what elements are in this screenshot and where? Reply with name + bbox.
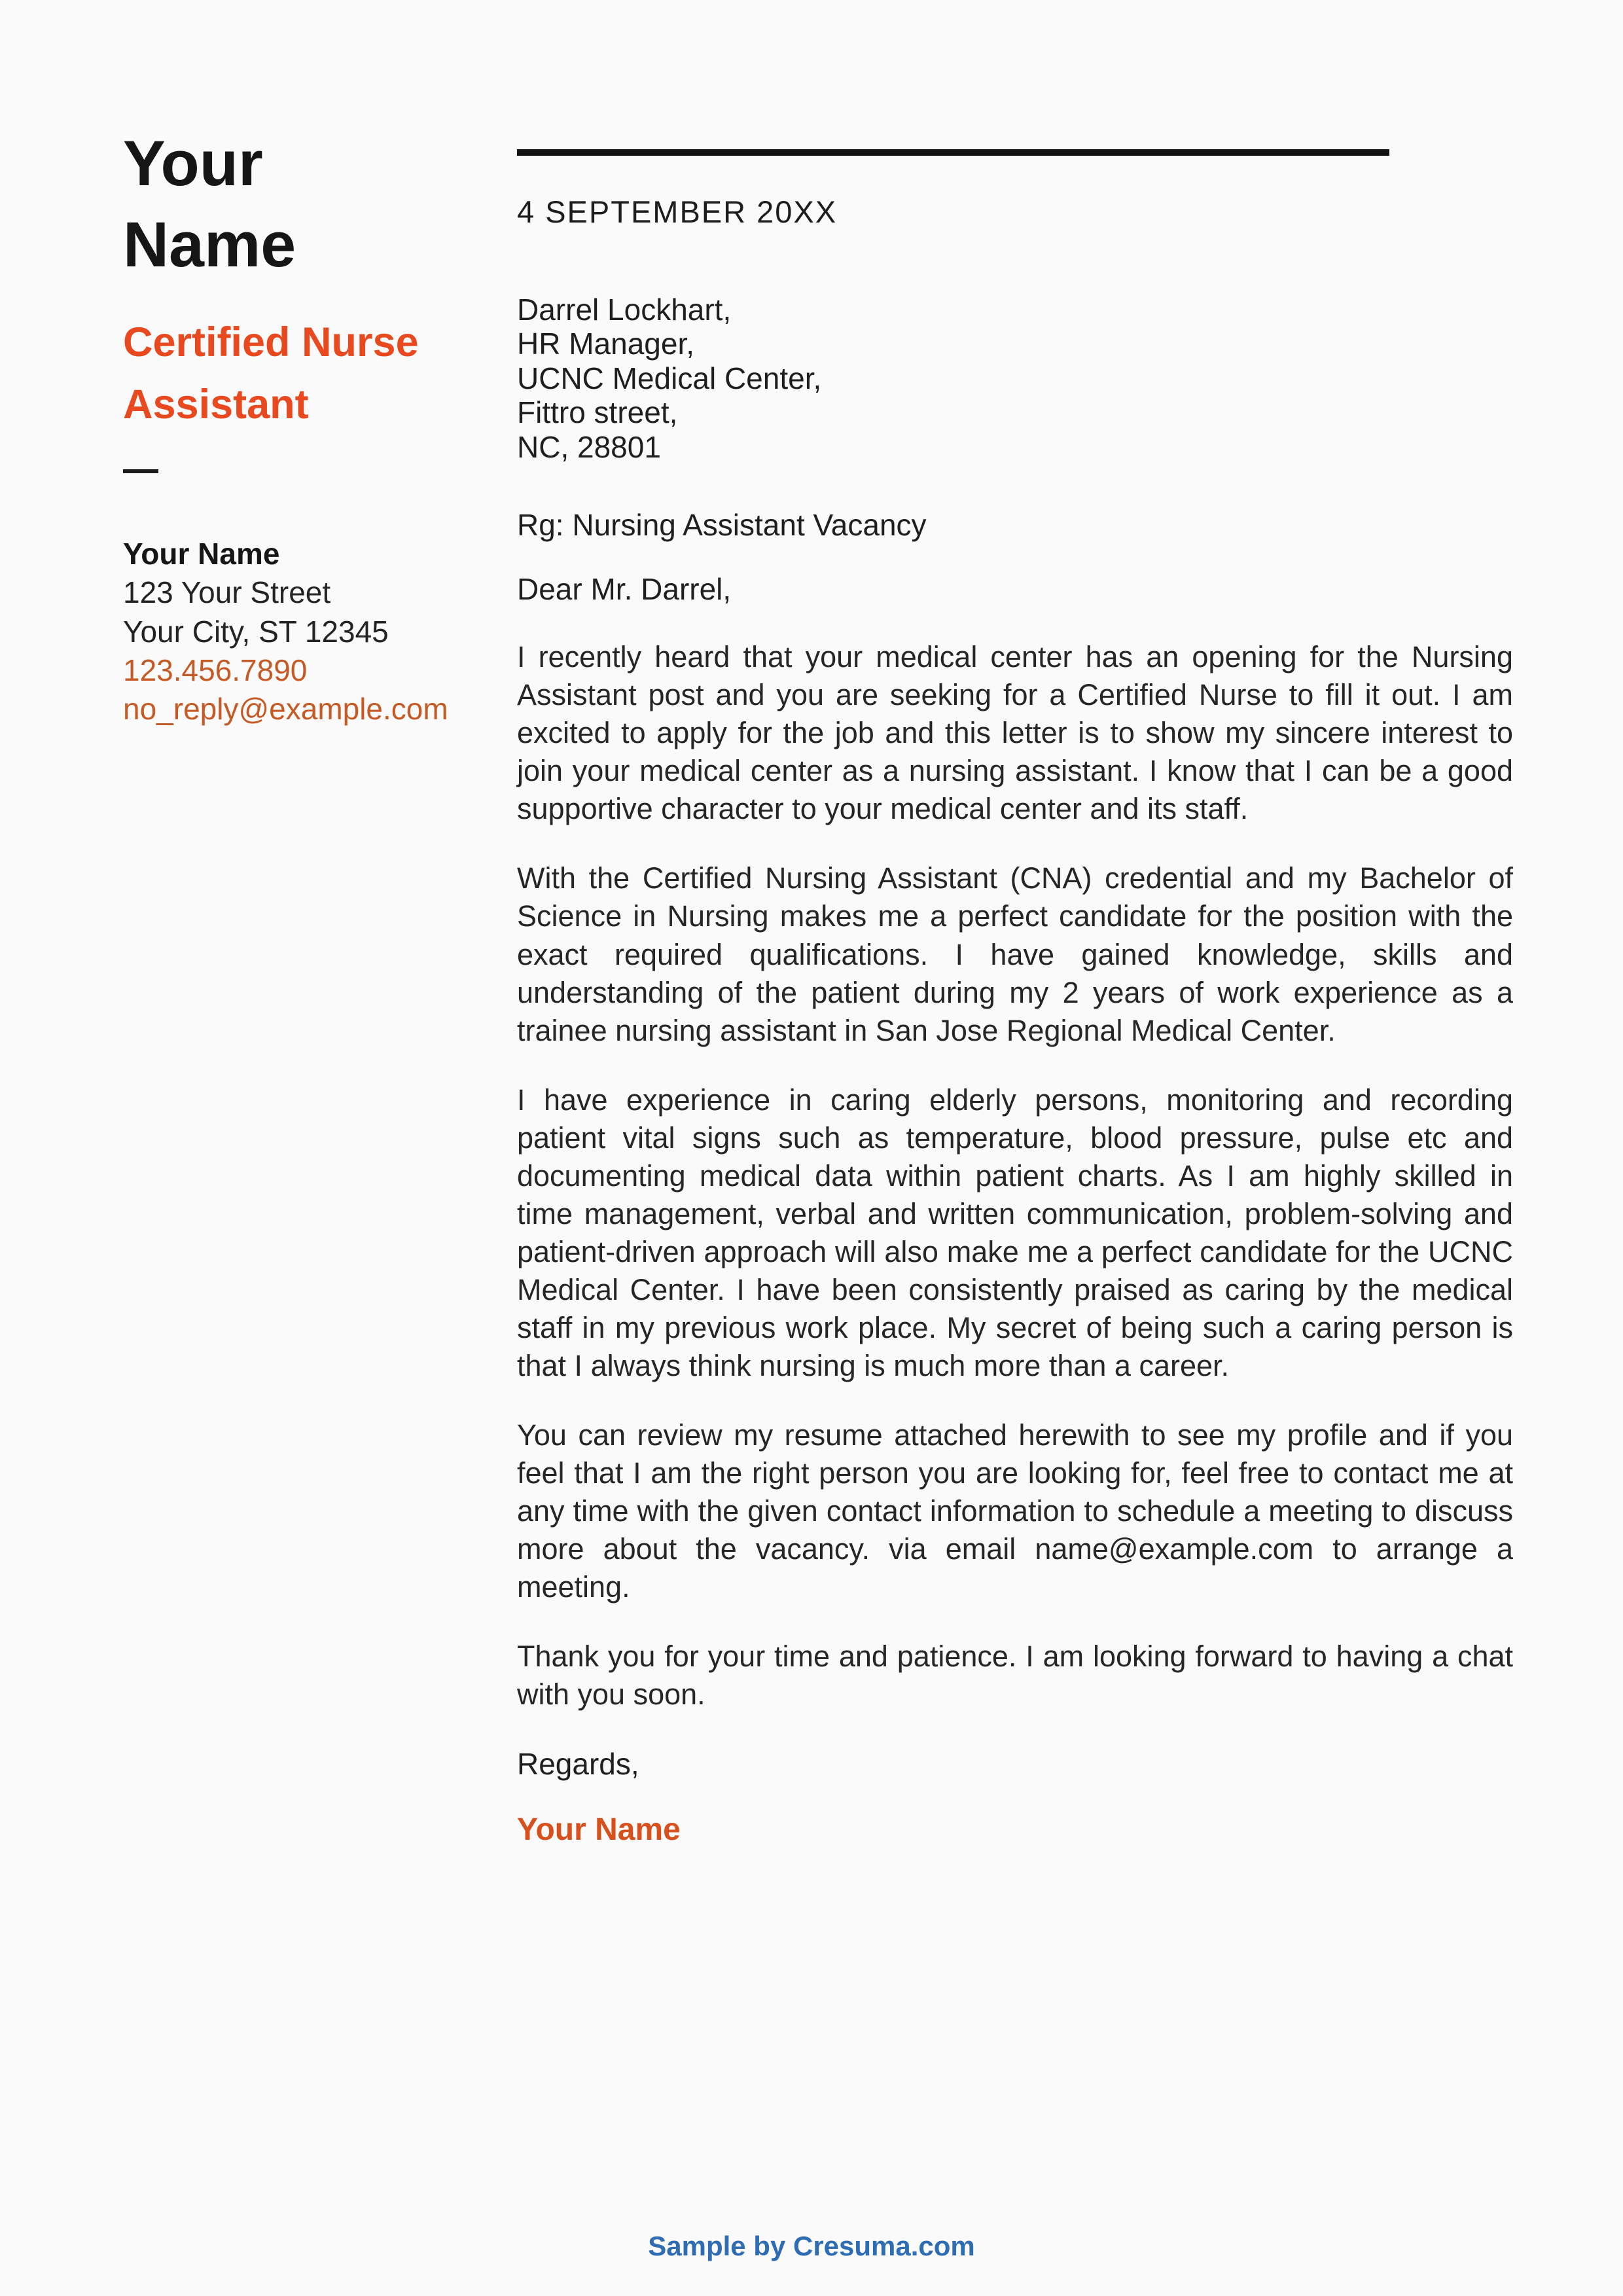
body-paragraph-1: I recently heard that your medical center has an opening for the Nursing Assistant post and you are seeking for a Certified Nurse to fill it out. I am excited to apply for the job and this letter is to show my sincere interest to join your medical center as a nursing assistant. I know that I can be a good supportive character to your medical center and its staff. [517, 640, 1513, 826]
recipient-line-street: Fittro street, [517, 395, 678, 430]
closing: Regards, [517, 1747, 639, 1782]
footer [0, 2231, 1623, 2262]
contact-name: Your Name [123, 537, 280, 571]
contact-phone: 123.456.7890 [123, 653, 308, 687]
footer-credit-link[interactable]: Sample by Cresuma.com [648, 2231, 975, 2261]
recipient-line-company: UCNC Medical Center, [517, 361, 822, 395]
recipient-block [517, 293, 1513, 464]
signature-name: Your Name [517, 1812, 681, 1848]
applicant-role-heading: Certified Nurse Assistant [123, 319, 419, 427]
sidebar [123, 123, 503, 728]
contact-street: 123 Your Street [123, 575, 331, 610]
body-paragraph-5: Thank you for your time and patience. I am looking forward to having a chat with you soon. [517, 1640, 1513, 1712]
body-paragraph-4: You can review my resume attached herewith to see my profile and if you feel that I am the right person you are looking for, feel free to contact me at any time with the given contact information to schedule a meeting to discuss more about the vacancy. via email name@example.com to arrange a meeting. [517, 1418, 1513, 1604]
recipient-line-name: Darrel Lockhart, [517, 293, 732, 327]
body-paragraph-3: I have experience in caring elderly persons, monitoring and recording patient vital signs such as temperature, blood pressure, pulse etc and documenting medical data within patient charts. As I am highly skilled in time management, verbal and written communication, problem-solving and patient-driven approach will also make me a perfect candidate for the UCNC Medical Center. I have been consistently praised as caring by the medical staff in my previous work place. My secret of being such a caring person is that I always think nursing is much more than a career. [517, 1083, 1513, 1382]
contact-block [123, 535, 503, 728]
subject-line: Rg: Nursing Assistant Vacancy [517, 508, 927, 543]
salutation: Dear Mr. Darrel, [517, 572, 732, 607]
contact-email: no_reply@example.com [123, 691, 448, 726]
body-paragraph-2: With the Certified Nursing Assistant (CNA) credential and my Bachelor of Science in Nursing makes me a perfect candidate for the position with the exact required qualifications. I have gained knowledge, skills and understanding of the patient during my 2 years of work experience as a trainee nursing assistant in San Jose Regional Medical Center. [517, 861, 1513, 1047]
divider-dash [123, 469, 158, 473]
letter-date: 4 SEPTEMBER 20XX [517, 194, 838, 229]
letter-body-column [517, 0, 1513, 1848]
contact-city: Your City, ST 12345 [123, 614, 389, 649]
header-rule [517, 149, 1389, 156]
applicant-name-heading: Your Name [123, 128, 296, 281]
recipient-line-title: HR Manager, [517, 327, 695, 361]
recipient-line-state-zip: NC, 28801 [517, 429, 661, 464]
